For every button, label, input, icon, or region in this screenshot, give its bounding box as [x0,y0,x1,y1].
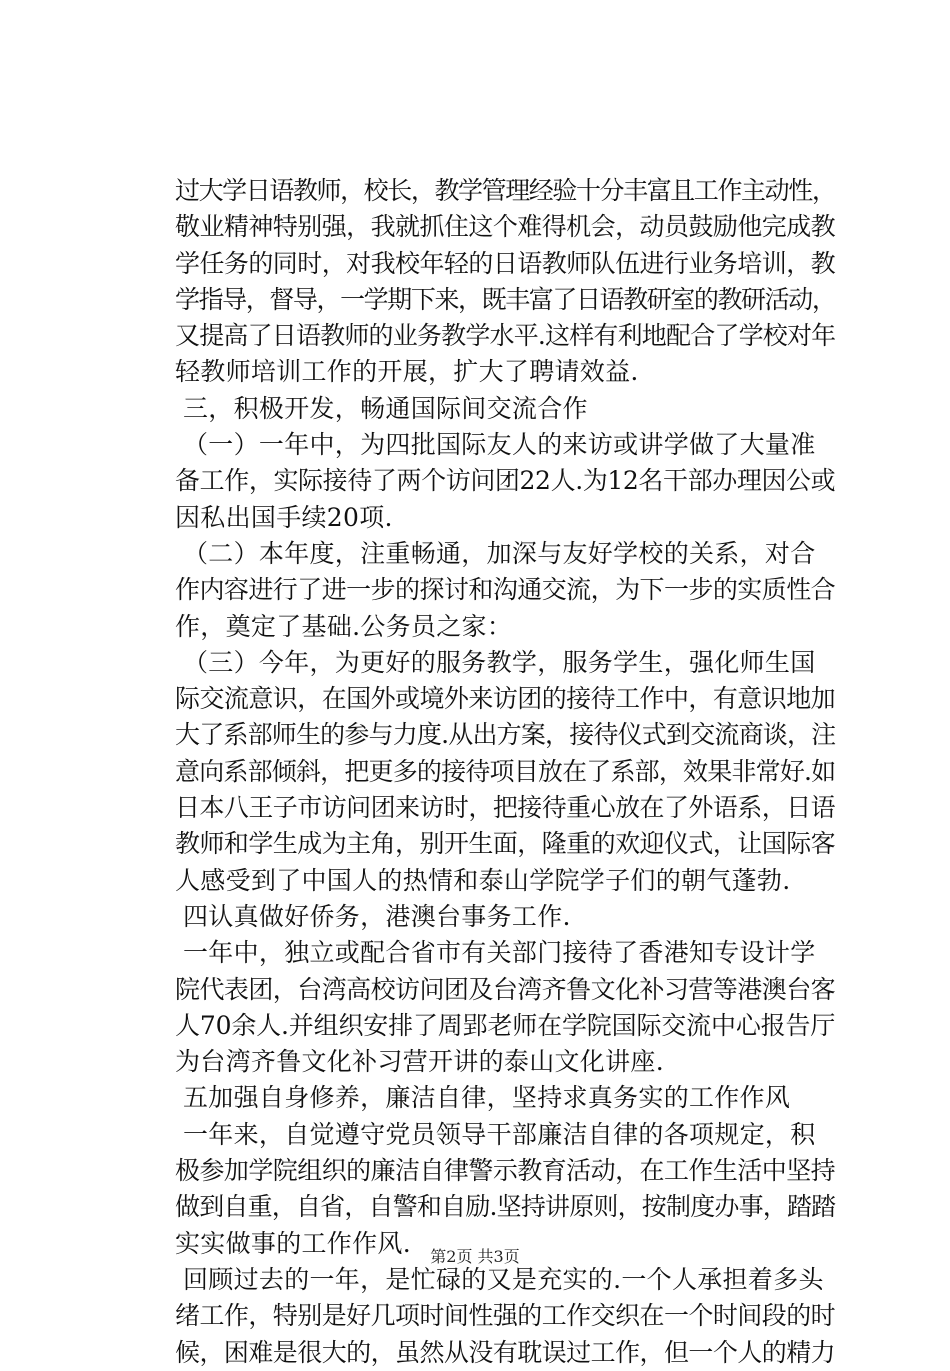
text-line: 教师和学生成为主角，别开生面，隆重的欢迎仪式，让国际客 [175,829,836,859]
text-line: 人感受到了中国人的热情和泰山学院学子们的朝气蓬勃. [175,865,791,895]
text-line: 因私出国手续20项. [175,502,393,532]
text-line: 日本八王子市访问团来访时，把接待重心放在了外语系，日语 [175,793,836,823]
text-line: 备工作，实际接待了两个访问团22人.为12名干部办理因公或 [175,466,836,496]
text-line: 一年中，独立或配合省市有关部门接待了香港知专设计学 [183,938,816,968]
text-line: 过大学日语教师，校长，教学管理经验十分丰富且工作主动性， [175,176,836,205]
text-line: 三，积极开发，畅通国际间交流合作 [183,393,588,423]
text-line: 大了系部师生的参与力度.从出方案，接待仪式到交流商谈，注 [175,720,836,750]
text-line: 为台湾齐鲁文化补习营开讲的泰山文化讲座. [175,1047,664,1077]
text-line: 轻教师培训工作的开展，扩大了聘请效益. [175,357,639,387]
text-line: 人70余人.并组织安排了周郢老师在学院国际交流中心报告厅 [175,1010,836,1040]
text-line: 学任务的同时，对我校年轻的日语教师队伍进行业务培训，教 [175,248,836,278]
text-line: 敬业精神特别强，我就抓住这个难得机会，动员鼓励他完成教 [175,212,836,242]
text-line: 五加强自身修养，廉洁自律，坚持求真务实的工作作风 [183,1083,791,1113]
text-line: 绪工作，特别是好几项时间性强的工作交织在一个时间段的时 [175,1301,836,1331]
document-body [175,173,835,1371]
text-line: 四认真做好侨务，港澳台事务工作. [183,901,571,931]
text-line: 极参加学院组织的廉洁自律警示教育活动，在工作生活中坚持 [175,1156,836,1186]
text-line: 院代表团，台湾高校访问团及台湾齐鲁文化补习营等港澳台客 [175,974,836,1004]
text-line: 实实做事的工作作风. [175,1228,411,1258]
text-line: 意向系部倾斜，把更多的接待项目放在了系部，效果非常好.如 [175,756,836,786]
text-line: （一）一年中，为四批国际友人的来访或讲学做了大量准 [183,430,816,460]
text-line: 又提高了日语教师的业务教学水平.这样有利地配合了学校对年 [175,321,836,351]
text-line: 作，奠定了基础.公务员之家： [175,611,513,641]
text-line: 作内容进行了进一步的探讨和沟通交流，为下一步的实质性合 [175,575,836,605]
text-line: 一年来，自觉遵守党员领导干部廉洁自律的各项规定，积 [183,1119,816,1149]
text-line: 做到自重，自省，自警和自励.坚持讲原则，按制度办事，踏踏 [175,1192,836,1222]
text-line: （三）今年，为更好的服务教学，服务学生，强化师生国 [183,647,816,677]
text-line: 际交流意识，在国外或境外来访团的接待工作中，有意识地加 [175,684,836,714]
text-line: 学指导，督导，一学期下来，既丰富了日语教研室的教研活动， [175,284,836,314]
text-line: （二）本年度，注重畅通，加深与友好学校的关系，对合 [183,538,816,568]
text-line: 回顾过去的一年，是忙碌的又是充实的.一个人承担着多头 [183,1264,824,1294]
page-number: 第2页 共3页 [430,1247,520,1266]
text-line: 候，困难是很大的，虽然从没有耽误过工作，但一个人的精力 [175,1337,836,1367]
